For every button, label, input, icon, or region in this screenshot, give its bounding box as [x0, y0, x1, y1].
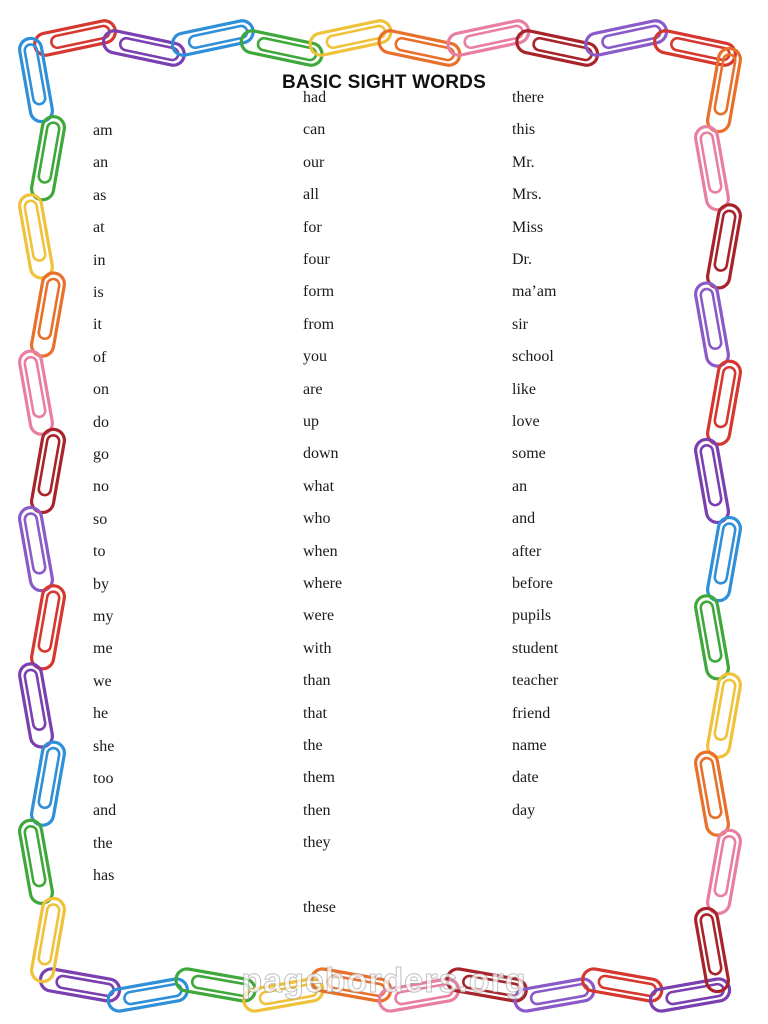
paperclip-icon — [706, 516, 742, 603]
sight-word: at — [93, 219, 105, 237]
sight-word: you — [303, 348, 327, 366]
sight-word: that — [303, 704, 327, 722]
paperclip-icon — [706, 203, 742, 290]
watermark: pageborders.org — [241, 962, 527, 1000]
sight-word: were — [303, 607, 335, 625]
sight-word: do — [93, 413, 109, 431]
sight-word: and — [93, 802, 117, 820]
sight-word: am — [93, 122, 113, 139]
sight-word: all — [303, 186, 319, 204]
sight-word: school — [512, 348, 554, 366]
sight-word: with — [303, 639, 332, 657]
sight-word: is — [93, 284, 104, 301]
sight-word: then — [303, 801, 331, 819]
sight-word: date — [512, 769, 539, 787]
paperclip-icon — [706, 672, 742, 759]
sight-word: from — [303, 315, 335, 333]
sight-word: some — [512, 445, 546, 463]
sight-word: of — [93, 348, 107, 366]
paperclip-icon — [18, 819, 54, 906]
sight-word: than — [303, 672, 331, 690]
sight-word: love — [512, 413, 540, 430]
paperclip-icon — [18, 506, 54, 593]
paperclip-icon — [30, 584, 66, 671]
paperclip-icon — [694, 594, 730, 681]
sight-word: where — [303, 575, 343, 592]
sight-word: four — [303, 251, 330, 268]
paperclip-icon — [706, 359, 742, 446]
sight-word: it — [93, 316, 102, 334]
sight-word: our — [303, 153, 325, 171]
sight-word: in — [93, 251, 106, 269]
sight-word: form — [303, 283, 335, 301]
sight-word: the — [93, 834, 113, 852]
sight-word: the — [303, 737, 323, 754]
sight-word: for — [303, 218, 322, 236]
paperclip-icon — [30, 740, 66, 827]
paperclip-icon — [694, 125, 730, 212]
sight-word: Mr. — [512, 153, 535, 171]
sight-word: go — [93, 446, 109, 463]
sight-word: can — [303, 121, 326, 139]
sight-word: them — [303, 769, 335, 787]
sight-word: too — [93, 770, 114, 787]
sight-word: when — [303, 542, 338, 560]
sight-word: she — [93, 737, 115, 755]
sight-word: we — [93, 672, 112, 690]
paperclip-icon — [694, 750, 730, 837]
paperclip-icon — [18, 662, 54, 749]
paperclip-icon — [30, 428, 66, 515]
paperclip-icon — [30, 115, 66, 202]
sight-word: down — [303, 445, 339, 463]
sight-word: after — [512, 542, 542, 560]
paperclip-icon — [694, 438, 730, 525]
sight-word: what — [303, 477, 335, 495]
sight-word: on — [93, 381, 109, 399]
sight-word: Mrs. — [512, 186, 542, 204]
sight-word: like — [512, 380, 536, 398]
sight-word: are — [303, 380, 323, 398]
sight-word: had — [303, 89, 327, 106]
sight-word: ma’am — [512, 283, 557, 301]
sight-word: my — [93, 608, 114, 625]
sight-word: he — [93, 705, 109, 723]
sight-word: who — [303, 510, 331, 528]
paperclip-icon — [30, 271, 66, 358]
paperclip-icon — [18, 349, 54, 436]
sight-word: to — [93, 543, 106, 561]
sight-word: by — [93, 575, 109, 593]
sight-word: pupils — [512, 607, 552, 625]
sight-word: up — [303, 413, 319, 430]
sight-word: friend — [512, 704, 551, 722]
sight-word: has — [93, 867, 115, 885]
sight-word: so — [93, 510, 108, 528]
sight-word: before — [512, 575, 553, 592]
paperclip-icon — [694, 281, 730, 368]
sight-word: no — [93, 478, 109, 496]
sight-word: an — [512, 477, 528, 495]
sight-word: they — [303, 834, 331, 852]
sight-word: and — [512, 510, 536, 528]
sight-word: sir — [512, 315, 528, 333]
sight-word: student — [512, 639, 559, 657]
page-title: BASIC SIGHT WORDS — [282, 72, 486, 93]
sight-word: there — [512, 89, 544, 106]
sight-word: Miss — [512, 218, 544, 236]
sight-word: day — [512, 801, 536, 819]
sight-word: name — [512, 737, 547, 754]
sight-word: these — [303, 899, 336, 916]
sight-word: as — [93, 186, 107, 204]
sight-word: me — [93, 640, 113, 658]
sight-word: this — [512, 121, 536, 139]
sight-word: an — [93, 154, 109, 172]
sight-word: Dr. — [512, 251, 532, 268]
sight-word: teacher — [512, 672, 559, 690]
paperclip-icon — [706, 829, 742, 916]
paperclip-icon — [18, 193, 54, 280]
